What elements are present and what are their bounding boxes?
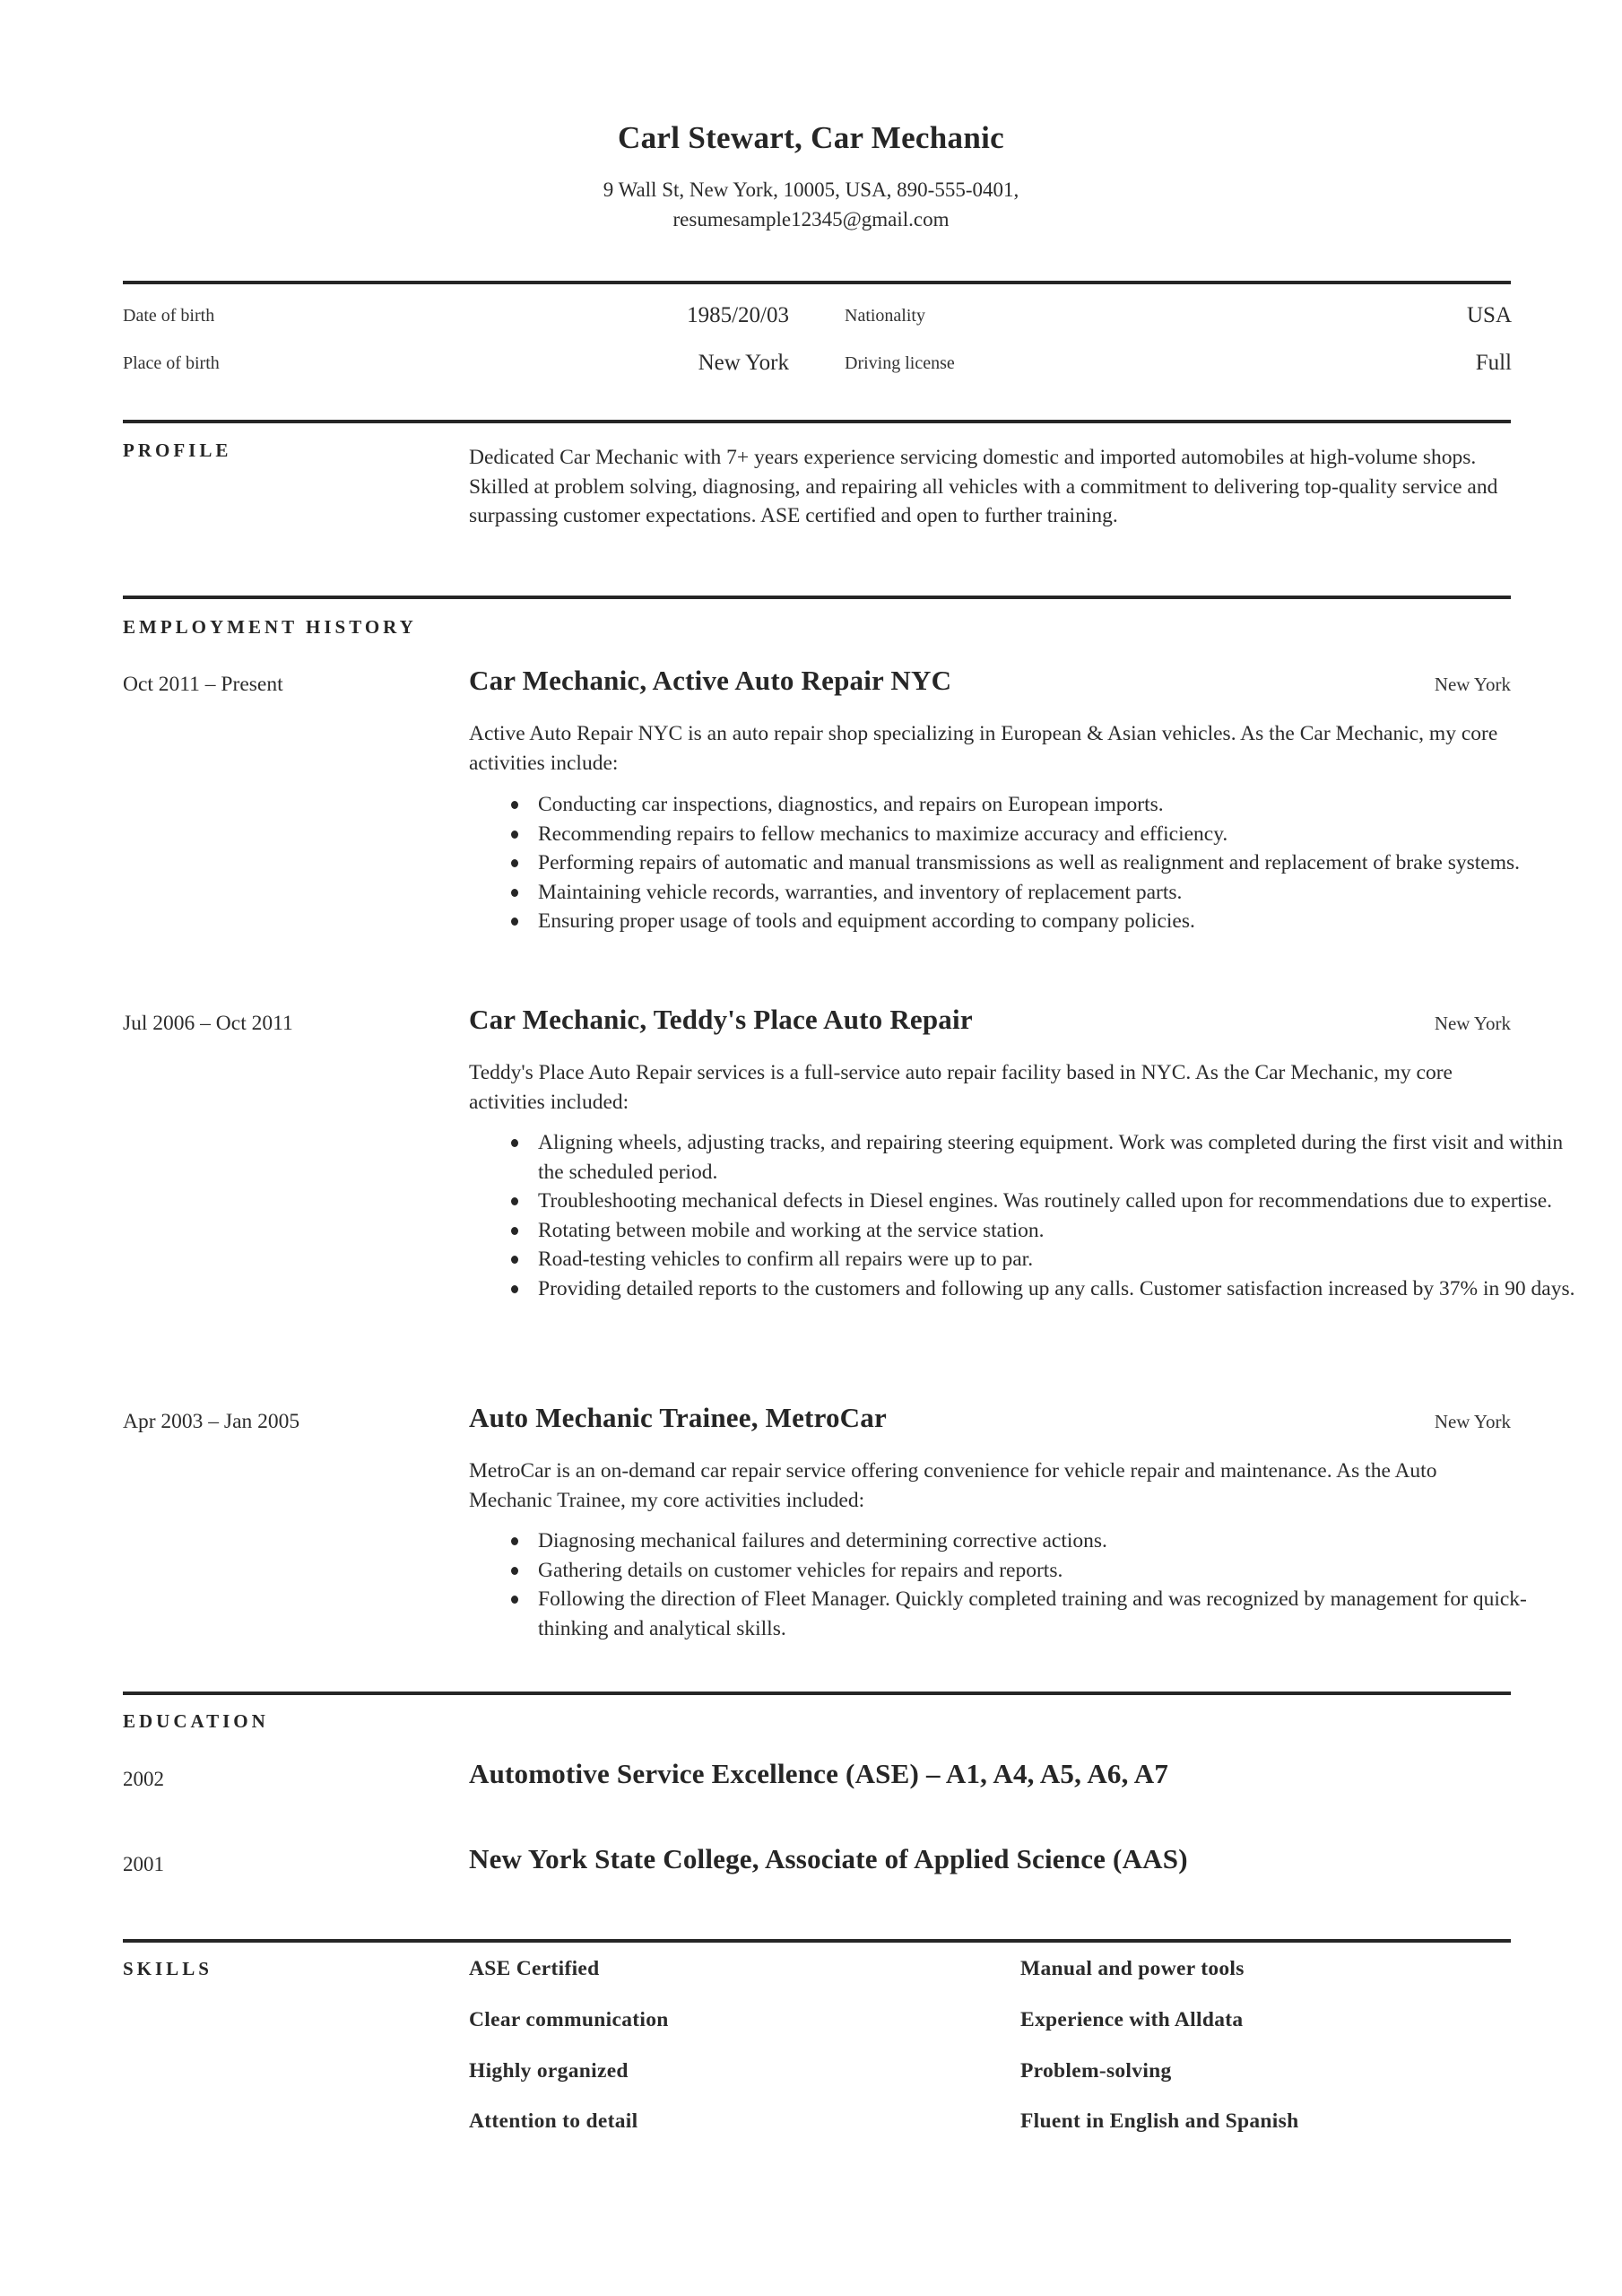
job-bullets — [469, 1128, 1583, 1303]
bullet-text: Road-testing vehicles to confirm all repairs were up to par. — [538, 1248, 1034, 1271]
divider — [123, 281, 1511, 284]
bullet-text: Aligning wheels, adjusting tracks, and repairing steering equipment. Work was completed during the first visit and within the scheduled period. — [538, 1131, 1564, 1184]
education-title: Automotive Service Excellence (ASE) – A1, A4, A5, A6, A7 — [469, 1758, 1169, 1789]
bullet-text: Diagnosing mechanical failures and determining corrective actions. — [538, 1529, 1107, 1552]
skill-item: Highly organized — [469, 2059, 629, 2083]
bullet-text: Following the direction of Fleet Manager. Quickly completed training and was recognized by management for quick-thinking and analytical skills. — [538, 1587, 1527, 1640]
job-dates: Jul 2006 – Oct 2011 — [123, 1012, 293, 1035]
bullet-icon — [511, 831, 518, 839]
divider — [123, 596, 1511, 599]
job-dates: Oct 2011 – Present — [123, 673, 283, 696]
section-title-employment: EMPLOYMENT HISTORY — [123, 616, 417, 638]
contact-address: 9 Wall St, New York, 10005, USA, 890-555-0401, — [603, 178, 1019, 201]
job-title: Car Mechanic, Active Auto Repair NYC — [469, 665, 952, 696]
bullet-item — [538, 1526, 1583, 1556]
bullet-text: Gathering details on customer vehicles for repairs and reports. — [538, 1558, 1063, 1582]
bullet-text: Providing detailed reports to the customers and following up any calls. Customer satisfaction increased by 37% in 90 days. — [538, 1276, 1575, 1300]
job-dates: Apr 2003 – Jan 2005 — [123, 1410, 300, 1433]
bullet-item — [538, 1187, 1583, 1216]
bullet-text: Ensuring proper usage of tools and equipment according to company policies. — [538, 909, 1195, 933]
skill-item: ASE Certified — [469, 1957, 600, 1980]
job-bullets — [469, 790, 1583, 936]
bullet-item — [538, 1274, 1583, 1304]
job-city: New York — [1434, 1411, 1511, 1432]
resume-name-title: Carl Stewart, Car Mechanic — [618, 120, 1004, 155]
section-title-education: EDUCATION — [123, 1710, 269, 1732]
bullet-icon — [511, 801, 518, 809]
job-description: Teddy's Place Auto Repair services is a full-service auto repair facility based in NYC. As the Car Mechanic, my core activities included: — [469, 1061, 1453, 1114]
skill-item: Manual and power tools — [1020, 1957, 1245, 1980]
divider — [123, 1939, 1511, 1943]
education-year: 2001 — [123, 1853, 164, 1875]
bullet-item — [538, 1128, 1583, 1187]
driving-license-value: Full — [1475, 351, 1512, 375]
divider — [123, 420, 1511, 423]
skill-item: Attention to detail — [469, 2109, 638, 2133]
bullet-text: Performing repairs of automatic and manual transmissions as well as realignment and replacement of brake systems. — [538, 851, 1521, 874]
bullet-text: Recommending repairs to fellow mechanics to maximize accuracy and efficiency. — [538, 822, 1228, 846]
bullet-icon — [511, 1567, 518, 1575]
job-bullets — [469, 1526, 1583, 1643]
profile-text: Dedicated Car Mechanic with 7+ years experience servicing domestic and imported automobiles at high-volume shops. Skilled at problem solving, diagnosing, and repairing all vehicles with a commitment to delivering top-quality service and surpassing customer expectations. ASE certified and open to further training. — [469, 446, 1498, 527]
education-title: New York State College, Associate of Applied Science (AAS) — [469, 1843, 1188, 1874]
education-year: 2002 — [123, 1768, 164, 1790]
driving-license-label: Driving license — [845, 353, 955, 373]
bullet-icon — [511, 1227, 518, 1235]
job-city: New York — [1434, 674, 1511, 695]
bullet-icon — [511, 1256, 518, 1264]
bullet-icon — [511, 1139, 518, 1147]
bullet-icon — [511, 889, 518, 897]
pob-label: Place of birth — [123, 353, 220, 373]
bullet-text: Maintaining vehicle records, warranties, and inventory of replacement parts. — [538, 880, 1183, 904]
bullet-item — [538, 878, 1583, 908]
job-city: New York — [1434, 1013, 1511, 1034]
skill-item: Fluent in English and Spanish — [1020, 2109, 1299, 2133]
job-title: Car Mechanic, Teddy's Place Auto Repair — [469, 1004, 973, 1035]
bullet-item — [538, 848, 1583, 878]
bullet-item — [538, 1216, 1583, 1246]
bullet-text: Conducting car inspections, diagnostics, and repairs on European imports. — [538, 793, 1164, 816]
bullet-icon — [511, 859, 518, 867]
bullet-icon — [511, 1197, 518, 1205]
job-description: MetroCar is an on-demand car repair service offering convenience for vehicle repair and maintenance. As the Auto Mechanic Trainee, my core activities included: — [469, 1459, 1437, 1512]
bullet-icon — [511, 918, 518, 926]
skill-item: Experience with Alldata — [1020, 2008, 1244, 2031]
bullet-item — [538, 1585, 1583, 1643]
bullet-icon — [511, 1285, 518, 1293]
divider — [123, 1692, 1511, 1695]
bullet-item — [538, 907, 1583, 936]
skill-item: Problem-solving — [1020, 2059, 1172, 2083]
contact-email: resumesample12345@gmail.com — [672, 208, 950, 230]
skill-item: Clear communication — [469, 2008, 669, 2031]
nationality-label: Nationality — [845, 306, 925, 326]
bullet-item — [538, 790, 1583, 820]
pob-value: New York — [698, 351, 789, 375]
bullet-icon — [511, 1596, 518, 1604]
dob-value: 1985/20/03 — [687, 303, 789, 327]
bullet-text: Rotating between mobile and working at the service station. — [538, 1218, 1045, 1242]
bullet-text: Troubleshooting mechanical defects in Diesel engines. Was routinely called upon for recommendations due to expertise. — [538, 1189, 1553, 1213]
section-title-skills: SKILLS — [123, 1958, 213, 1979]
job-title: Auto Mechanic Trainee, MetroCar — [469, 1402, 887, 1433]
job-description: Active Auto Repair NYC is an auto repair shop specializing in European & Asian vehicles. As the Car Mechanic, my core activities include: — [469, 722, 1498, 775]
nationality-value: USA — [1466, 303, 1512, 327]
section-title-profile: PROFILE — [123, 439, 232, 461]
bullet-icon — [511, 1537, 518, 1545]
bullet-item — [538, 820, 1583, 849]
dob-label: Date of birth — [123, 306, 215, 326]
bullet-item — [538, 1245, 1583, 1274]
bullet-item — [538, 1556, 1583, 1586]
